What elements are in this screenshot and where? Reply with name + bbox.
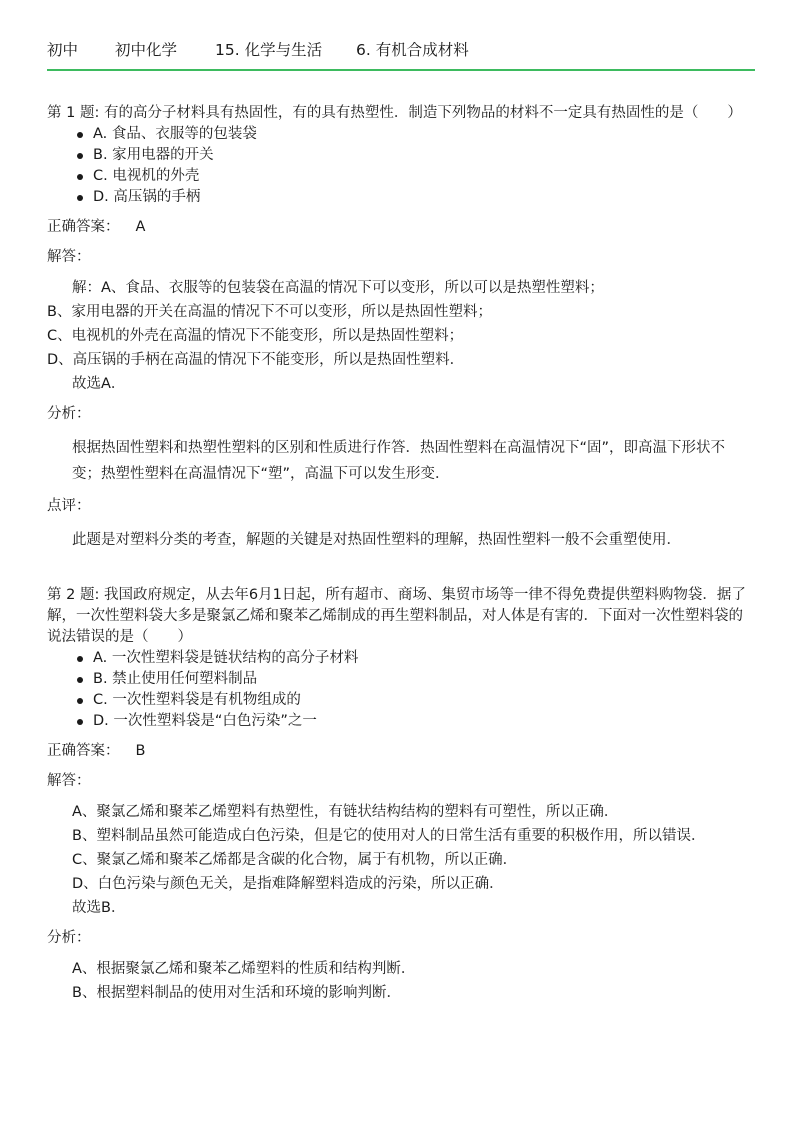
solution-label: 解答： — [47, 773, 91, 789]
question-2-options — [47, 648, 755, 732]
breadcrumb-level[interactable]: 初中 — [47, 41, 79, 59]
answer-value: A — [135, 219, 146, 235]
option-b: B. 家用电器的开关 — [77, 145, 755, 166]
analysis-text — [72, 959, 732, 1004]
answer-value: B — [135, 743, 146, 759]
answer-label: 正确答案： — [47, 219, 120, 235]
analysis-line: B、根据塑料制品的使用对生活和环境的影响判断． — [72, 985, 401, 1001]
solution-line: 解：A、食品、衣服等的包装袋在高温的情况下可以变形，所以可以是热塑性塑料； — [72, 280, 604, 296]
solution-line: D、白色污染与颜色无关，是指难降解塑料造成的污染，所以正确． — [72, 876, 504, 892]
solution-line: D、高压锅的手柄在高温的情况下不能变形，所以是热固性塑料． — [47, 352, 465, 368]
option-c: C. 一次性塑料袋是有机物组成的 — [77, 690, 755, 711]
question-2-title: 第 2 题: 我国政府规定，从去年6月1日起，所有超市、商场、集贸市场等一律不得免费提供塑料购物袋．据了解，一次性塑料袋大多是聚氯乙烯和聚苯乙烯制成的再生塑料制品，对人体是有害的．下面对一次性塑料袋的说法错误的是（ ） — [47, 587, 746, 645]
question-1 — [47, 103, 755, 553]
solution-line: 故选A． — [72, 376, 126, 392]
analysis-text — [72, 435, 732, 487]
solution-line: C、电视机的外壳在高温的情况下不能变形，所以是热固性塑料； — [47, 328, 464, 344]
solution-line: B、家用电器的开关在高温的情况下不可以变形，所以是热固性塑料； — [47, 304, 492, 320]
comment-text — [72, 527, 732, 553]
breadcrumb-section[interactable]: 6. 有机合成材料 — [356, 41, 469, 59]
question-2 — [47, 585, 755, 1004]
breadcrumb-chapter[interactable]: 15. 化学与生活 — [215, 41, 323, 59]
analysis-line: 根据热固性塑料和热塑性塑料的区别和性质进行作答．热固性塑料在高温情况下“固”，即高温下形状不变；热塑性塑料在高温情况下“塑”，高温下可以发生形变． — [72, 440, 726, 482]
solution-line: 故选B． — [72, 900, 126, 916]
option-a: A. 一次性塑料袋是链状结构的高分子材料 — [77, 648, 755, 669]
question-1-options — [47, 124, 755, 208]
option-d: D. 高压锅的手柄 — [77, 187, 755, 208]
comment-line: 此题是对塑料分类的考查，解题的关键是对热固性塑料的理解，热固性塑料一般不会重塑使用． — [72, 532, 681, 548]
answer-line — [47, 217, 755, 238]
option-a: A. 食品、衣服等的包装袋 — [77, 124, 755, 145]
solution-label: 解答： — [47, 249, 91, 265]
solution-text — [72, 802, 732, 919]
option-d: D. 一次性塑料袋是“白色污染”之一 — [77, 711, 755, 732]
answer-line — [47, 741, 755, 762]
solution-line: A、聚氯乙烯和聚苯乙烯塑料有热塑性，有链状结构结构的塑料有可塑性，所以正确． — [72, 804, 619, 820]
analysis-label: 分析： — [47, 406, 91, 422]
header-divider — [47, 69, 755, 71]
comment-label: 点评： — [47, 498, 91, 514]
analysis-label: 分析： — [47, 930, 91, 946]
solution-text — [47, 278, 732, 395]
question-1-title: 第 1 题: 有的高分子材料具有热固性，有的具有热塑性．制造下列物品的材料不一定具有热固性的是（ ） — [47, 105, 742, 121]
analysis-line: A、根据聚氯乙烯和聚苯乙烯塑料的性质和结构判断． — [72, 961, 416, 977]
question-list — [47, 103, 755, 1007]
breadcrumb-subject[interactable]: 初中化学 — [115, 41, 178, 59]
option-b: B. 禁止使用任何塑料制品 — [77, 669, 755, 690]
solution-line: C、聚氯乙烯和聚苯乙烯都是含碳的化合物，属于有机物，所以正确． — [72, 852, 518, 868]
solution-line: B、塑料制品虽然可能造成白色污染，但是它的使用对人的日常生活有重要的积极作用，所以错误． — [72, 828, 706, 844]
answer-label: 正确答案： — [47, 743, 120, 759]
option-c: C. 电视机的外壳 — [77, 166, 755, 187]
breadcrumb — [47, 40, 755, 62]
